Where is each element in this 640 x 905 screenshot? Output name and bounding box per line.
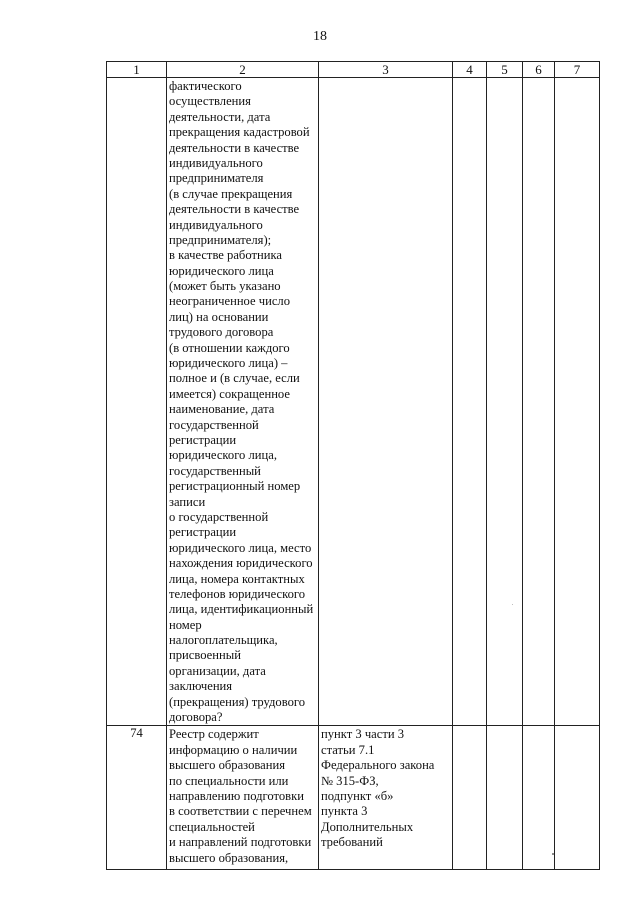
cell-col4-empty	[453, 726, 487, 870]
text-line: (в отношении каждого	[169, 340, 290, 355]
text-line: номер	[169, 617, 202, 632]
text-line: № 315-ФЗ,	[321, 773, 379, 788]
column-header-1: 1	[107, 62, 167, 78]
text-line: в соответствии с перечнем	[169, 804, 312, 819]
legal-basis-text	[319, 726, 452, 850]
text-line: деятельности, дата	[169, 109, 271, 124]
text-line: информацию о наличии	[169, 742, 298, 757]
cell-col6-empty	[523, 726, 555, 870]
text-line: предпринимателя);	[169, 232, 272, 247]
text-line: прекращения кадастровой	[169, 125, 310, 140]
text-line: юридического лица, место	[169, 540, 312, 555]
text-line: Реестр содержит	[169, 727, 259, 742]
text-line: пункт 3 части 3	[321, 727, 405, 742]
text-line: заключения	[169, 679, 233, 694]
text-line: подпункт «б»	[321, 788, 394, 803]
text-line: лица, номера контактных	[169, 571, 305, 586]
text-line: фактического	[169, 79, 242, 93]
column-header-4: 4	[453, 62, 487, 78]
text-line: в качестве работника	[169, 248, 282, 263]
column-header-2: 2	[167, 62, 319, 78]
text-line: полное и (в случае, если	[169, 371, 300, 386]
table-row-continuation	[107, 78, 600, 726]
question-text	[167, 78, 318, 725]
table-row-74	[107, 726, 600, 870]
text-line: и направлений подготовки	[169, 835, 312, 850]
cell-col5-empty	[487, 726, 523, 870]
scan-speck	[552, 853, 554, 855]
cell-legal-basis	[319, 726, 453, 870]
text-line: о государственной	[169, 509, 269, 524]
text-line: регистрационный номер	[169, 479, 301, 494]
column-header-5: 5	[487, 62, 523, 78]
requirements-table	[106, 61, 600, 870]
page-number: 18	[313, 29, 327, 44]
text-line: пункта 3	[321, 804, 368, 819]
cell-col7-empty	[555, 78, 600, 726]
text-line: индивидуального	[169, 217, 263, 232]
table-header-row	[107, 62, 600, 78]
cell-col5-empty	[487, 78, 523, 726]
text-line: юридического лица	[169, 263, 274, 278]
text-line: деятельности в качестве	[169, 202, 300, 217]
cell-legal-basis-empty	[319, 78, 453, 726]
cell-col7-empty	[555, 726, 600, 870]
scan-speck	[512, 604, 513, 605]
text-line: трудового договора	[169, 325, 274, 340]
text-line: государственный	[169, 463, 261, 478]
text-line: государственной	[169, 417, 259, 432]
cell-col6-empty	[523, 78, 555, 726]
text-line: требований	[321, 835, 383, 850]
text-line: по специальности или	[169, 773, 289, 788]
text-line: юридического лица) –	[169, 356, 288, 371]
column-header-6: 6	[523, 62, 555, 78]
text-line: высшего образования,	[169, 850, 289, 865]
text-line: наименование, дата	[169, 402, 275, 417]
text-line: юридического лица,	[169, 448, 277, 463]
text-line: осуществления	[169, 94, 251, 109]
text-line: записи	[169, 494, 206, 509]
text-line: Федерального закона	[321, 758, 435, 773]
text-line: лиц) на основании	[169, 309, 269, 324]
text-line: телефонов юридического	[169, 586, 306, 601]
text-line: индивидуального	[169, 155, 263, 170]
cell-question	[167, 726, 319, 870]
text-line: (в случае прекращения	[169, 186, 293, 201]
text-line: регистрации	[169, 432, 237, 447]
text-line: (прекращения) трудового	[169, 694, 306, 709]
text-line: деятельности в качестве	[169, 140, 300, 155]
text-line: нахождения юридического	[169, 556, 313, 571]
text-line: Дополнительных	[321, 819, 414, 834]
cell-col4-empty	[453, 78, 487, 726]
text-line: присвоенный	[169, 648, 241, 663]
cell-number-empty	[107, 78, 167, 726]
cell-question-continued	[167, 78, 319, 726]
column-header-7: 7	[555, 62, 600, 78]
text-line: налогоплательщика,	[169, 633, 278, 648]
text-line: специальностей	[169, 819, 255, 834]
text-line: высшего образования	[169, 758, 286, 773]
question-text	[167, 726, 318, 866]
text-line: статьи 7.1	[321, 742, 375, 757]
text-line: организации, дата	[169, 663, 266, 678]
text-line: лица, идентификационный	[169, 602, 314, 617]
text-line: договора?	[169, 710, 223, 725]
text-line: направлению подготовки	[169, 788, 304, 803]
text-line: имеется) сокращенное	[169, 386, 290, 401]
column-header-3: 3	[319, 62, 453, 78]
row-number: 74	[107, 726, 167, 870]
text-line: (может быть указано	[169, 279, 281, 294]
text-line: регистрации	[169, 525, 237, 540]
text-line: неограниченное число	[169, 294, 290, 309]
text-line: предпринимателя	[169, 171, 264, 186]
